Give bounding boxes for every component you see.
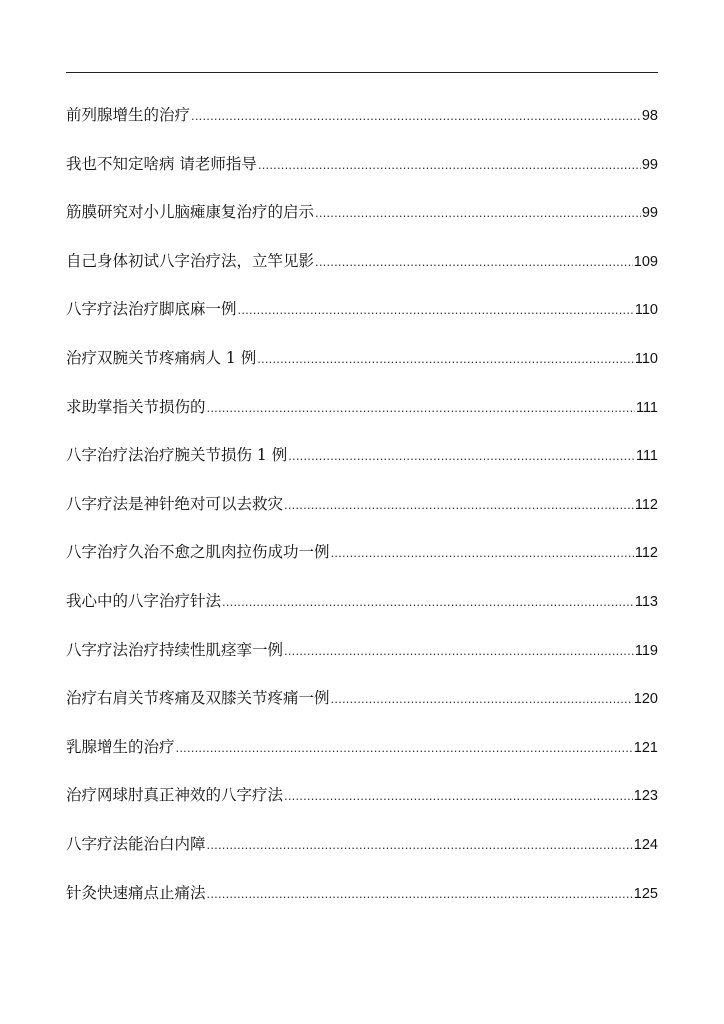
toc-dot-leader <box>238 295 634 325</box>
toc-entry[interactable] <box>66 829 658 878</box>
toc-entry[interactable] <box>66 732 658 781</box>
toc-entry-title: 八字疗法能治白内障 <box>66 834 206 853</box>
toc-dot-leader <box>258 150 641 180</box>
header-rule <box>66 72 658 73</box>
toc-page-number: 111 <box>635 399 658 416</box>
toc-page-number: 98 <box>641 108 658 124</box>
toc-page-number: 110 <box>634 350 658 367</box>
toc-entry-title: 我也不知定啥病 请老师指导 <box>66 154 257 173</box>
toc-dot-leader <box>176 733 633 763</box>
toc-dot-leader <box>222 587 634 617</box>
toc-page-number: 109 <box>633 253 658 270</box>
toc-dot-leader <box>288 441 635 471</box>
table-of-contents <box>66 100 658 926</box>
toc-dot-leader <box>207 879 633 909</box>
toc-entry[interactable] <box>66 878 658 927</box>
toc-entry-title: 自己身体初试八字治疗法，立竿见影 <box>66 251 315 270</box>
toc-entry[interactable] <box>66 246 658 295</box>
toc-page-number: 121 <box>633 739 658 756</box>
toc-entry-title: 治疗右肩关节疼痛及双膝关节疼痛一例 <box>66 689 330 708</box>
toc-dot-leader <box>331 684 633 714</box>
toc-dot-leader <box>284 636 634 666</box>
toc-dot-leader <box>331 538 634 568</box>
toc-page-number: 120 <box>633 691 658 708</box>
toc-entry-title: 治疗网球肘真正神效的八字疗法 <box>66 786 284 805</box>
toc-dot-leader <box>207 393 635 423</box>
toc-dot-leader <box>315 247 633 277</box>
toc-page-number: 124 <box>633 836 658 853</box>
toc-entry-title: 我心中的八字治疗针法 <box>66 591 222 610</box>
toc-page-number: 113 <box>634 593 658 610</box>
toc-page-number: 110 <box>634 302 658 319</box>
toc-page-number: 111 <box>635 448 658 465</box>
toc-entry[interactable] <box>66 780 658 829</box>
toc-entry-title: 八字疗法治疗脚底麻一例 <box>66 300 237 319</box>
toc-entry-title: 八字疗法治疗持续性肌痉挛一例 <box>66 640 284 659</box>
toc-dot-leader <box>284 490 634 520</box>
toc-entry[interactable] <box>66 489 658 538</box>
toc-entry-title: 治疗双腕关节疼痛病人 1 例 <box>66 348 257 367</box>
toc-entry[interactable] <box>66 197 658 246</box>
toc-entry-title: 求助掌指关节损伤的 <box>66 397 206 416</box>
toc-page-number: 119 <box>634 642 658 659</box>
toc-entry-title: 乳腺增生的治疗 <box>66 737 175 756</box>
toc-entry[interactable] <box>66 537 658 586</box>
toc-entry[interactable] <box>66 683 658 732</box>
toc-page-number: 99 <box>641 156 658 173</box>
toc-entry-title: 前列腺增生的治疗 <box>66 106 191 124</box>
toc-page-number: 112 <box>634 545 658 562</box>
toc-dot-leader <box>284 781 633 811</box>
toc-page-number: 123 <box>633 788 658 805</box>
toc-entry[interactable] <box>66 586 658 635</box>
toc-entry[interactable] <box>66 343 658 392</box>
toc-page-number: 125 <box>633 885 658 902</box>
toc-entry[interactable] <box>66 294 658 343</box>
toc-entry[interactable] <box>66 392 658 441</box>
toc-entry[interactable] <box>66 149 658 198</box>
toc-dot-leader <box>315 198 641 228</box>
toc-entry-title: 八字治疗久治不愈之肌肉拉伤成功一例 <box>66 543 330 562</box>
toc-entry[interactable] <box>66 100 658 149</box>
toc-entry-title: 针灸快速痛点止痛法 <box>66 883 206 902</box>
toc-entry-title: 筋膜研究对小儿脑瘫康复治疗的启示 <box>66 203 315 222</box>
toc-entry[interactable] <box>66 440 658 489</box>
toc-dot-leader <box>191 101 641 131</box>
toc-page-number: 112 <box>634 496 658 513</box>
toc-dot-leader <box>257 344 634 374</box>
toc-entry-title: 八字疗法是神针绝对可以去救灾 <box>66 494 284 513</box>
toc-dot-leader <box>207 830 633 860</box>
toc-entry[interactable] <box>66 635 658 684</box>
toc-entry-title: 八字治疗法治疗腕关节损伤 1 例 <box>66 446 288 465</box>
toc-page-number: 99 <box>641 205 658 222</box>
